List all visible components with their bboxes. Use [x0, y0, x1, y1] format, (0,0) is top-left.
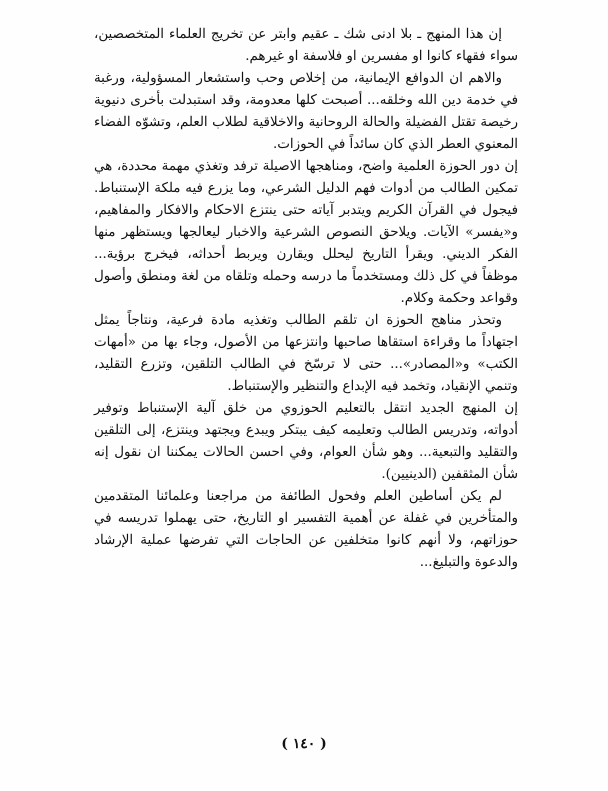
paragraph-5: إن المنهج الجديد انتقل بالتعليم الحوزوي من خلق آلية الإستنباط وتوفير أدواته، وتدريس الطالب وتعليمه كيف يبتكر ويبدع ويجتهد وينتزع، إلى التلقين والتقليد والتبعية... وهو شأن العوام، وفي احسن الحالات يمكننا ان نقول إنه شأن المثقفين (الدينيين). — [94, 401, 518, 482]
paragraph-1: إن هذا المنهج ـ بلا ادنى شك ـ عقيم وابتر عن تخريج العلماء المتخصصين، سواء فقهاء كانوا او مفسرين او فلاسفة او غيرهم. — [94, 27, 518, 64]
paragraph-3: إن دور الحوزة العلمية واضح، ومناهجها الاصيلة ترفد وتغذي مهمة محددة، هي تمكين الطالب من أدوات فهم الدليل الشرعي، وما يزرع فيه ملكة الإستنباط. فيجول في القرآن الكريم ويتدبر آياته حتى ينتزع الاحكام والافكار والمفاهيم، و«يفسر» الآيات. ويلاحق النصوص الشرعية والاخبار ليعالجها ويستظهر منها الفكر الديني. ويقرأ التاريخ ليحلل ويقارن ويربط أحداثه، فيخرج برؤية... موظفاً في كل ذلك ومستخدماً ما درسه وحمله وتلقاه من لغة ومنطق وأصول وقواعد وحكمة وكلام. — [94, 159, 518, 306]
paragraph-6: لم يكن أساطين العلم وفحول الطائفة من مراجعنا وعلمائنا المتقدمين والمتأخرين في غفلة عن أهمية التفسير او التاريخ، حتى يهملوا تدريسه في حوزاتهم، ولا أنهم كانوا متخلفين عن الحاجات التي تفرضها عملية الإرشاد والدعوة والتبليغ... — [94, 489, 518, 570]
paragraph-4: وتحذر مناهج الحوزة ان تلقم الطالب وتغذيه مادة فرعية، ونتاجاً يمثل اجتهاداً ما وقراءة استقاها صاحبها وانتزعها من الأصول، وجاء بها من «أمهات الكتب» و«المصادر»... حتى لا ترسّخ في الطالب التلقين، وتزرع التقليد، وتنمي الإنقياد، وتخمد فيه الإبداع والتنظير والإستنباط. — [94, 313, 518, 394]
page-number: ( ١٤٠ ) — [281, 736, 327, 752]
body-text — [94, 24, 518, 574]
paragraph-2: والاهم ان الدوافع الإيمانية، من إخلاص وحب واستشعار المسؤولية، ورغبة في خدمة دين الله وخلقه... أصبحت كلها معدومة، وقد استبدلت بأخرى دنيوية رخيصة تقتل الفضيلة والحالة الروحانية والاخلاقية لطلاب العلم، وتشوّه الفضاء المعنوي العطر الذي كان سائداً في الحوزات. — [94, 71, 518, 152]
